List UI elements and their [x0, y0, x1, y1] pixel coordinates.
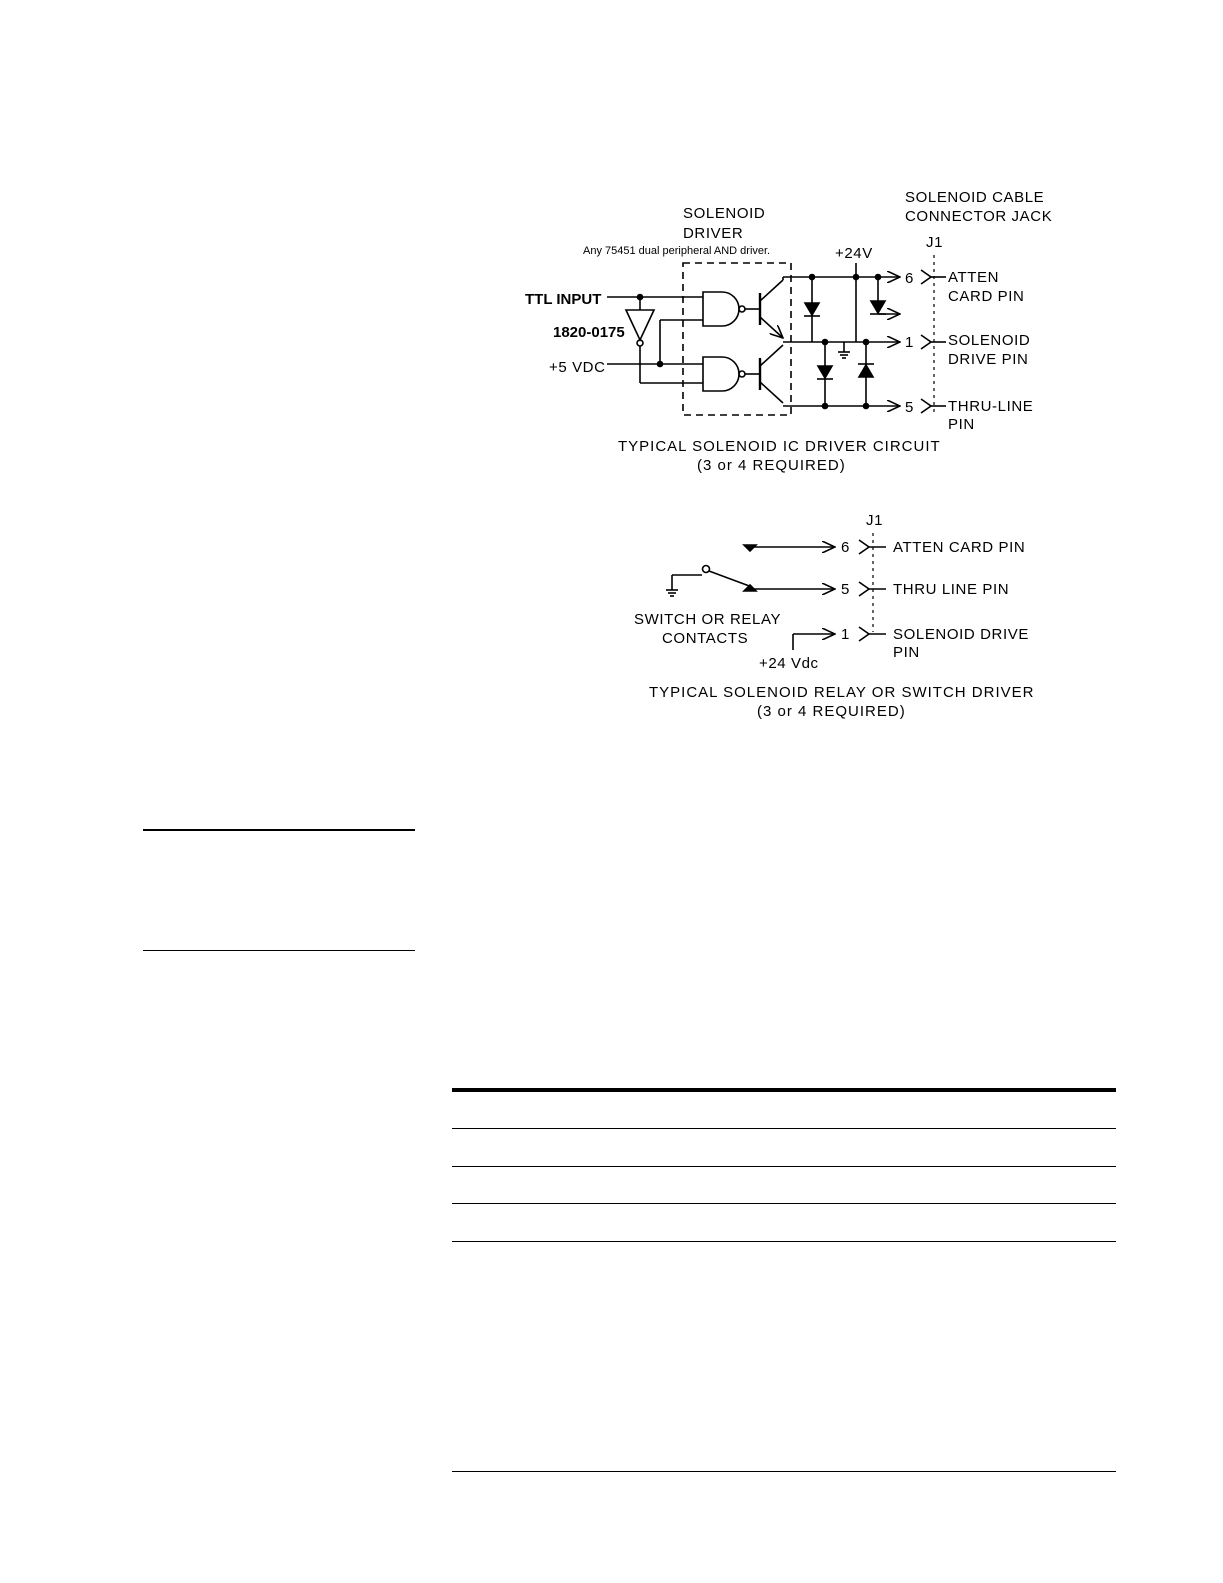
- fig2-supply-label: +24 Vdc: [759, 655, 819, 672]
- connector-title-line1: SOLENOID CABLE: [905, 189, 1045, 206]
- contact-6-icon: [744, 545, 756, 551]
- junction-dot: [876, 275, 881, 280]
- figure2-caption-line2: (3 or 4 REQUIRED): [757, 703, 906, 720]
- table-rule-row: [452, 1166, 1116, 1167]
- side-rule-bottom: [143, 950, 415, 951]
- pin6-label-line1: ATTEN: [948, 269, 1000, 286]
- jack-pin5-symbol: [921, 399, 931, 413]
- fig2-pin6-number: 6: [841, 539, 850, 556]
- diode-d: [859, 365, 873, 377]
- fig2-pin1-label-line2: PIN: [893, 644, 920, 661]
- pin1-label-line1: SOLENOID: [948, 332, 1031, 349]
- transistor-2-emitter: [760, 382, 783, 403]
- figure2-caption-line1: TYPICAL SOLENOID RELAY OR SWITCH DRIVER: [649, 684, 1035, 701]
- fig2-jack-pin1-symbol: [859, 627, 869, 641]
- fig2-pin6-label: ATTEN CARD PIN: [893, 539, 1026, 556]
- figure1-caption-line1: TYPICAL SOLENOID IC DRIVER CIRCUIT: [618, 438, 941, 455]
- inverter-symbol: [626, 310, 654, 340]
- table-rule-bottom: [452, 1471, 1116, 1472]
- jack-label: J1: [926, 234, 944, 251]
- switch-pivot: [703, 566, 710, 573]
- ic-package-outline: [683, 263, 791, 415]
- gate2-bubble: [739, 371, 745, 377]
- junction-dot: [823, 340, 828, 345]
- vdc-label: +5 VDC: [549, 359, 606, 376]
- pin5-number: 5: [905, 399, 914, 416]
- fig2-pin5-label: THRU LINE PIN: [893, 581, 1010, 598]
- and-gate-1: [703, 292, 739, 326]
- fig2-pin1-number: 1: [841, 626, 850, 643]
- table-rule-row: [452, 1203, 1116, 1204]
- table-rule-header: [452, 1088, 1116, 1092]
- relay-switch-driver: [634, 512, 1034, 720]
- junction-dot: [864, 404, 869, 409]
- switch-label-line2: CONTACTS: [662, 630, 749, 647]
- pin5-label-line1: THRU-LINE: [948, 398, 1034, 415]
- ttl-input-label: TTL INPUT: [525, 291, 602, 308]
- pin5-label-line2: PIN: [948, 416, 975, 433]
- pin6-number: 6: [905, 270, 914, 287]
- junction-dot: [823, 404, 828, 409]
- driver-title-line1: SOLENOID: [683, 205, 766, 222]
- switch-blade: [709, 571, 752, 587]
- fig2-jack-pin5-symbol: [859, 582, 869, 596]
- junction-dot: [854, 275, 859, 280]
- diode-a: [805, 303, 819, 315]
- fig2-pin5-number: 5: [841, 581, 850, 598]
- connector-title-line2: CONNECTOR JACK: [905, 208, 1053, 225]
- transistor-1-collector: [760, 280, 783, 301]
- pin6-label-line2: CARD PIN: [948, 288, 1025, 305]
- transistor-1-emitter: [760, 317, 783, 338]
- driver-note: Any 75451 dual peripheral AND driver.: [583, 245, 771, 257]
- pin1-label-line2: DRIVE PIN: [948, 351, 1029, 368]
- and-gate-2: [703, 357, 739, 391]
- switch-label-line1: SWITCH OR RELAY: [634, 611, 782, 628]
- side-rule-top: [143, 829, 415, 831]
- diode-b: [818, 366, 832, 378]
- fig2-jack-label: J1: [866, 512, 884, 529]
- junction-dot: [864, 340, 869, 345]
- figure1-caption-line2: (3 or 4 REQUIRED): [697, 457, 846, 474]
- ic-driver-circuit: [525, 189, 1052, 474]
- jack-pin6-symbol: [921, 270, 931, 284]
- transistor-2-collector: [760, 345, 783, 366]
- gate1-bubble: [739, 306, 745, 312]
- fig2-pin1-label-line1: SOLENOID DRIVE: [893, 626, 1029, 643]
- driver-title-line2: DRIVER: [683, 225, 744, 242]
- pin1-number: 1: [905, 334, 914, 351]
- junction-dot: [810, 275, 815, 280]
- diode-c: [871, 301, 885, 313]
- supply-label: +24V: [835, 245, 873, 262]
- jack-pin1-symbol: [921, 335, 931, 349]
- inverter-part-label: 1820-0175: [553, 324, 625, 341]
- table-rule-row: [452, 1241, 1116, 1242]
- fig2-jack-pin6-symbol: [859, 540, 869, 554]
- table-rule-row: [452, 1128, 1116, 1129]
